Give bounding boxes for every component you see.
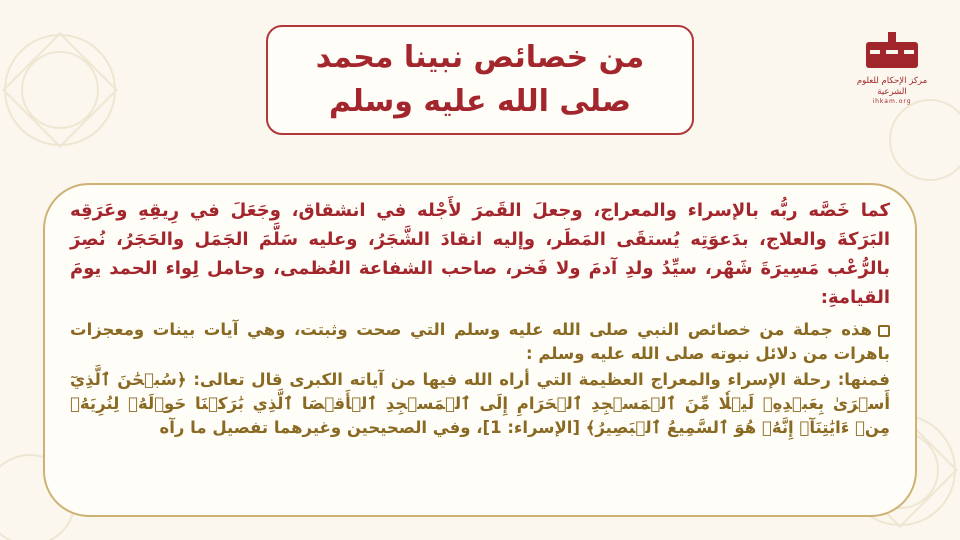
- ihkam-logo: [842, 28, 942, 106]
- content-text: [70, 196, 890, 440]
- quran-verse: ﴿سُبۡحَٰنَ ٱلَّذِيٓ أَسۡرَىٰ بِعَبۡدِهِۦ لَيۡلٗا مِّنَ ٱلۡمَسۡجِدِ ٱلۡحَرَامِ إِلَى ٱلۡمَسۡجِدِ ٱلۡأَقۡصَا ٱلَّذِي بَٰرَكۡنَا حَوۡلَهُۥ لِنُرِيَهُۥ مِنۡ ءَايَٰتِنَآۚ إِنَّهُۥ هُوَ ٱلسَّمِيعُ ٱلۡبَصِيرُ﴾: [70, 370, 890, 437]
- point-one-text: هذه جملة من خصائص النبي صلى الله عليه وسلم التي صحت وثبتت، وهي آيات بينات ومعجزات باهرات من دلائل نبوته صلى الله عليه وسلم :: [70, 320, 890, 363]
- title-box: [266, 25, 694, 135]
- logo-tagline: ihkam.org: [872, 98, 912, 105]
- logo-emblem-icon: [862, 28, 922, 72]
- point-two-text: فمنها: رحلة الإسراء والمعراج العظيمة التي أراه الله فيها من آياته الكبرى قال تعالى:: [193, 370, 890, 389]
- logo-subtitle: مركز الإحكام للعلوم الشرعية: [856, 76, 928, 97]
- page-title: من خصائص نبينا محمد صلى الله عليه وسلم: [315, 40, 645, 119]
- checkbox-icon: [878, 325, 890, 337]
- point-two: [70, 368, 890, 440]
- point-one: [70, 318, 890, 366]
- verse-citation: [الإسراء: 1]، وفي الصحيحين وغيرهما تفصيل ما رآه: [159, 418, 586, 437]
- intro-paragraph: كما خَصَّه ربُّه بالإسراء والمعراج، وجعلَ القَمرَ لأَجْله في انشقاق، وجَعَلَ في رِيقِهِ وعَرَقِه البَرَكةَ والعلاج، بدَعوَتِه يُستقَى المَطَر، وإليه انقادَ الشَّجَرُ، وعليه سَلَّمَ الجَمَل والحَجَرُ، نُصِرَ بالرُّعْب مَسِيرَةَ شَهْر، سيِّدُ ولدِ آدمَ ولا فَخر، صاحب الشفاعة العُظمى، وحامل لِواء الحمد يومَ القيامةِ:: [70, 200, 890, 308]
